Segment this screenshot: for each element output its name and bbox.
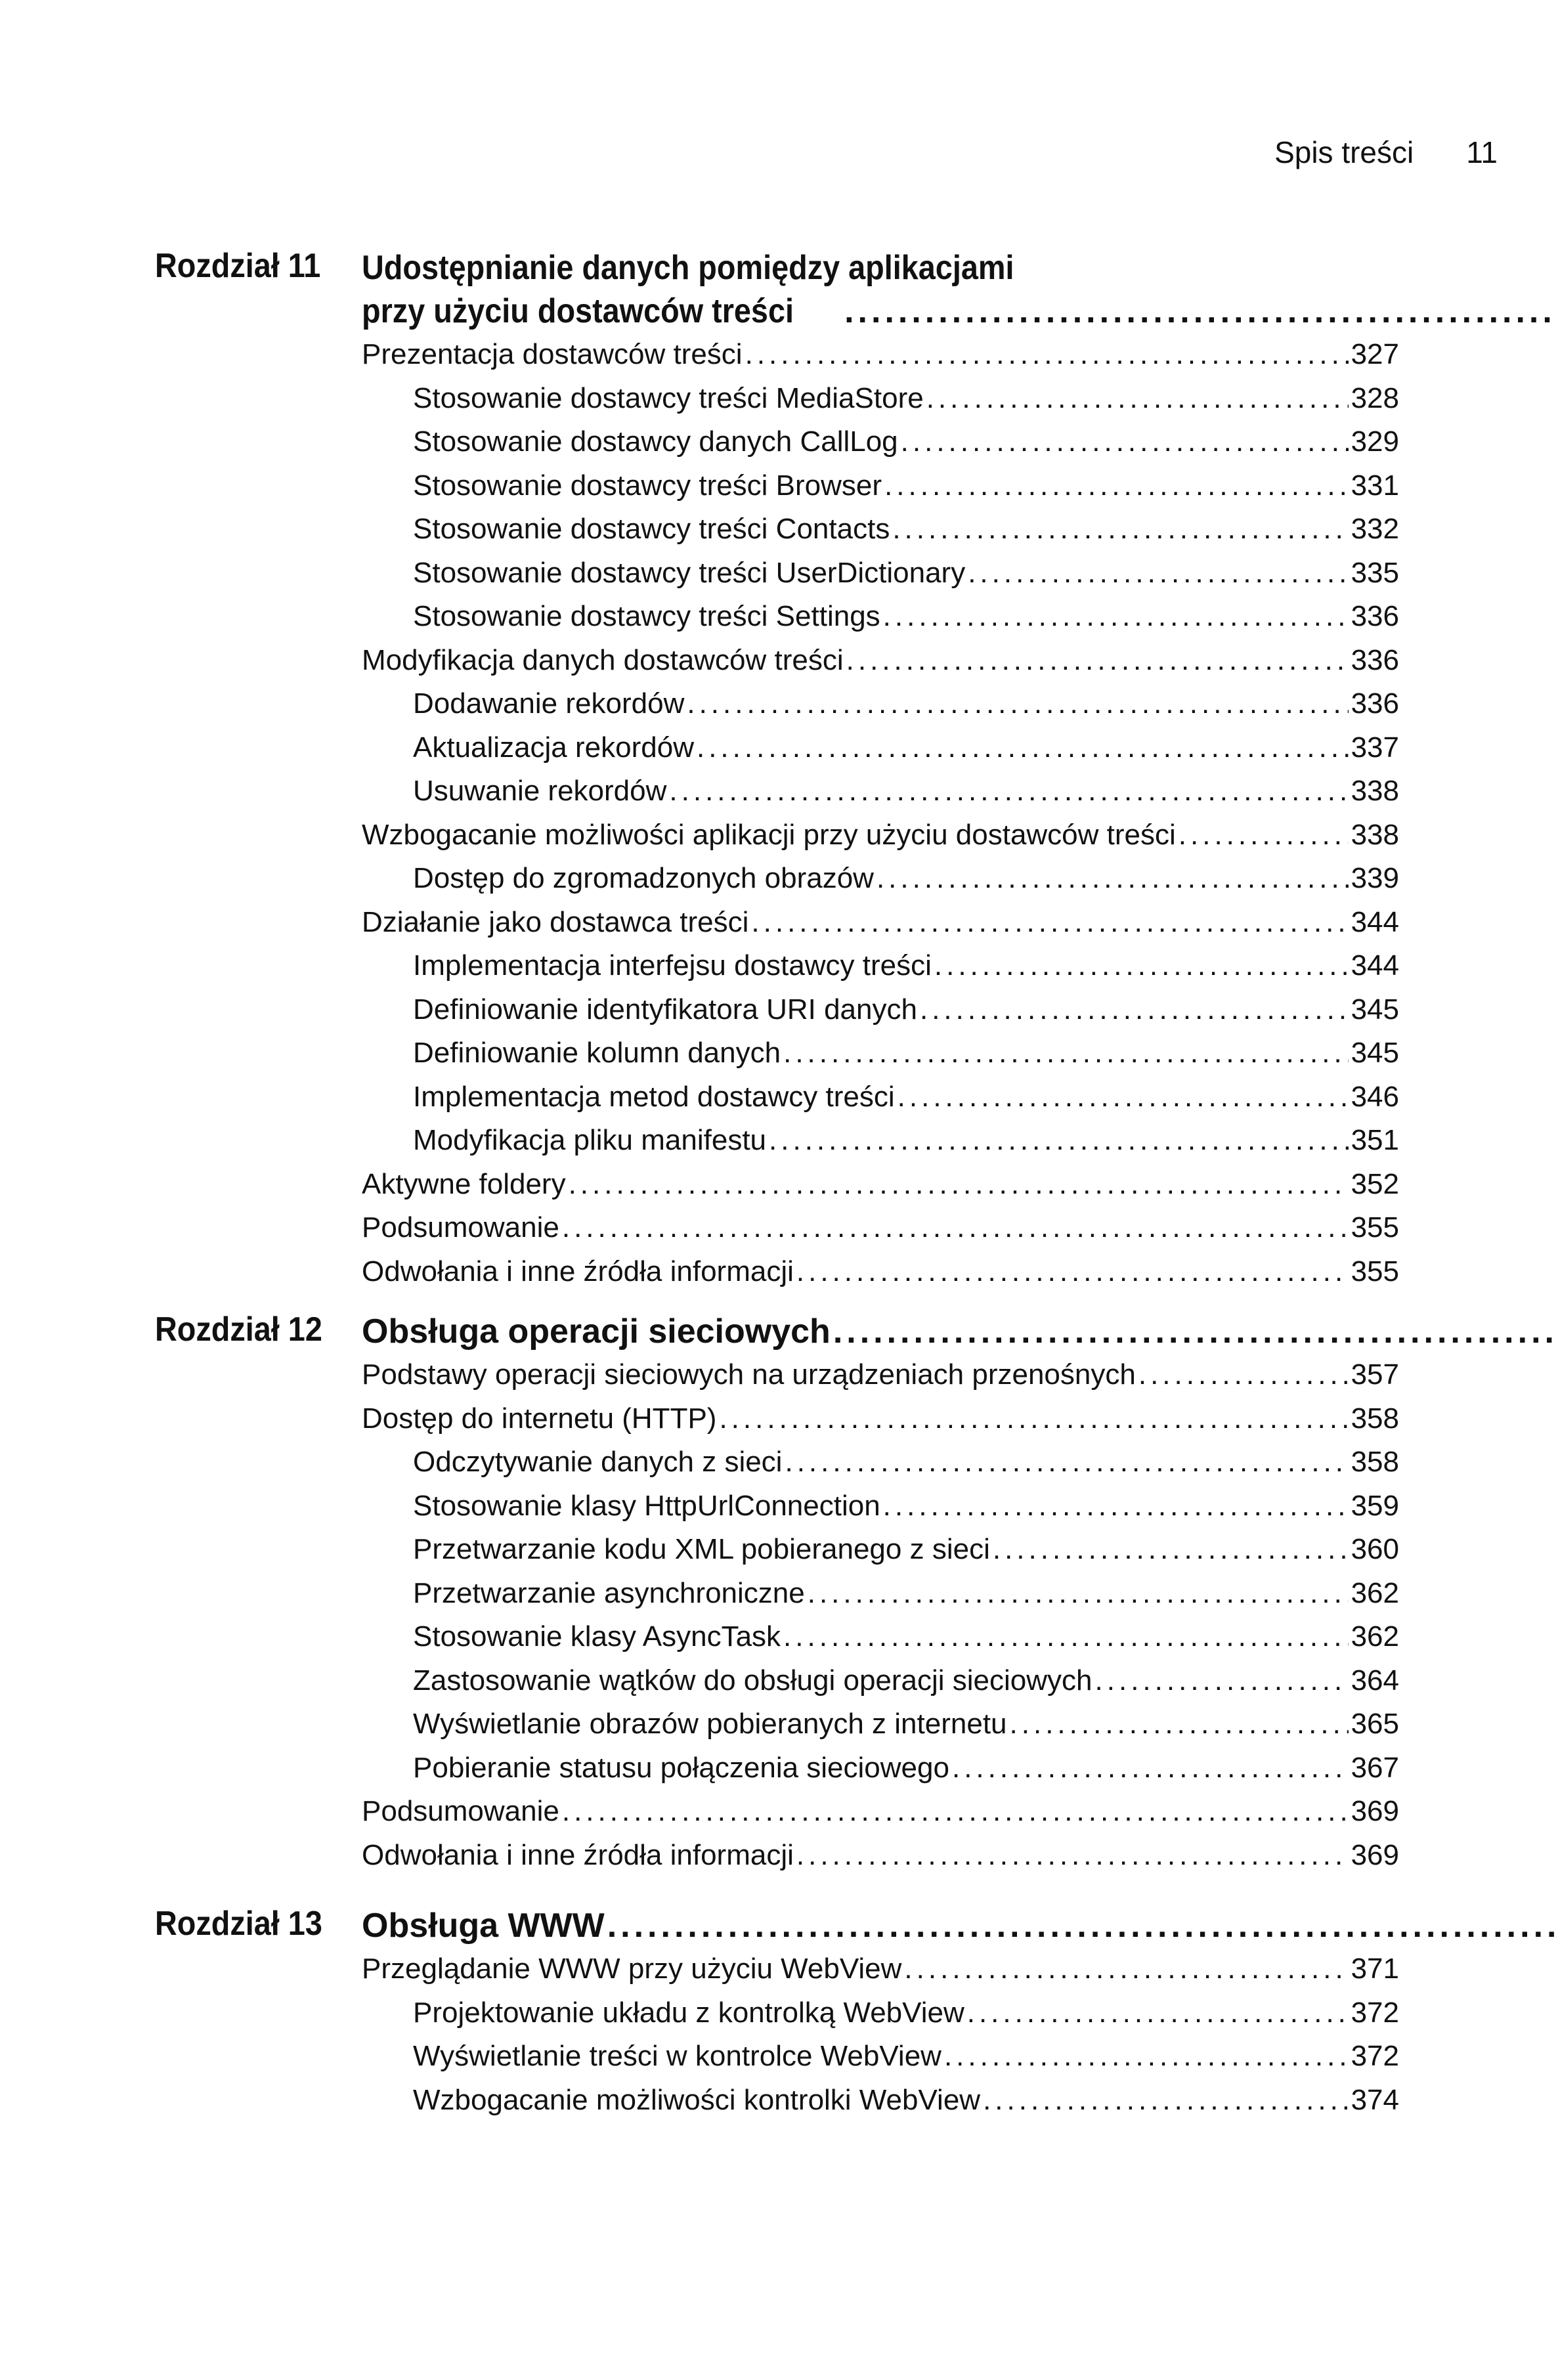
toc-entry[interactable] bbox=[413, 988, 1399, 1032]
chapter-title[interactable]: Obsługa WWW ..... bbox=[362, 1904, 1558, 1947]
toc-entry[interactable] bbox=[362, 813, 1399, 857]
toc-entry[interactable] bbox=[413, 1440, 1399, 1484]
toc-entry-page: 358 bbox=[1351, 1446, 1399, 1478]
toc-entry-title: Podsumowanie bbox=[362, 1795, 559, 1827]
toc-entry-title: Stosowanie dostawcy treści Settings bbox=[413, 600, 880, 632]
toc-entry-page: 331 bbox=[1351, 469, 1399, 502]
toc-entry[interactable] bbox=[413, 1572, 1399, 1616]
leader-dots bbox=[569, 1163, 1349, 1207]
toc-entry[interactable] bbox=[413, 1702, 1399, 1746]
leader-dots bbox=[944, 2035, 1349, 2079]
leader-dots bbox=[796, 1250, 1349, 1294]
toc-entry-page: 369 bbox=[1351, 1795, 1399, 1827]
toc-entry[interactable] bbox=[413, 464, 1399, 508]
toc-entry-title: Przetwarzanie asynchroniczne bbox=[413, 1576, 805, 1609]
toc-entry[interactable] bbox=[413, 769, 1399, 813]
leader-dots bbox=[783, 1031, 1348, 1075]
toc-entry-page: 346 bbox=[1351, 1080, 1399, 1113]
toc-entry[interactable] bbox=[362, 1163, 1399, 1207]
toc-entry-page: 338 bbox=[1351, 818, 1399, 851]
leader-dots bbox=[901, 420, 1349, 464]
toc-entry-page: 355 bbox=[1351, 1255, 1399, 1287]
toc-entry[interactable] bbox=[413, 1484, 1399, 1528]
toc-entry-title: Projektowanie układu z kontrolką WebView bbox=[413, 1996, 964, 2029]
leader-dots bbox=[926, 377, 1349, 421]
toc-entry-page: 367 bbox=[1351, 1751, 1399, 1784]
leader-dots bbox=[769, 1119, 1349, 1163]
toc-entry-title: Modyfikacja danych dostawców treści bbox=[362, 643, 844, 676]
leader-dots bbox=[920, 988, 1349, 1032]
leader-dots bbox=[833, 1310, 1558, 1353]
toc-entry-page: 371 bbox=[1351, 1953, 1399, 1985]
toc-entry-title: Implementacja interfejsu dostawcy treści bbox=[413, 949, 932, 982]
toc-entry-page: 351 bbox=[1351, 1124, 1399, 1156]
toc-entry-title: Dodawanie rekordów bbox=[413, 687, 685, 720]
toc-entry-title: Stosowanie dostawcy treści UserDictionary bbox=[413, 556, 966, 589]
toc-entry-page: 332 bbox=[1351, 513, 1399, 545]
toc-entry-page: 372 bbox=[1351, 1996, 1399, 2029]
toc-entry[interactable] bbox=[362, 1834, 1399, 1878]
toc-entry-title: Dostęp do zgromadzonych obrazów bbox=[413, 862, 874, 894]
toc-entry[interactable] bbox=[413, 1031, 1399, 1075]
leader-dots bbox=[884, 464, 1349, 508]
toc-entry-page: 365 bbox=[1351, 1708, 1399, 1740]
toc-entry-title: Aktualizacja rekordów bbox=[413, 731, 694, 764]
leader-dots bbox=[876, 857, 1349, 901]
section-title: Spis treści bbox=[1274, 135, 1414, 169]
leader-dots bbox=[785, 1440, 1348, 1484]
toc-entry[interactable] bbox=[413, 1991, 1399, 2035]
leader-dots bbox=[844, 290, 1558, 333]
chapter-label: Rozdział 12 bbox=[155, 1310, 322, 1349]
toc-entry-title: Wzbogacanie możliwości kontrolki WebView bbox=[413, 2083, 981, 2116]
toc-entry-title: Wyświetlanie obrazów pobieranych z internetu bbox=[413, 1708, 1007, 1740]
toc-entry-title: Definiowanie kolumn danych bbox=[413, 1037, 781, 1069]
toc-entry-page: 369 bbox=[1351, 1838, 1399, 1871]
toc-entry-title: Odwołania i inne źródła informacji bbox=[362, 1838, 794, 1871]
toc-entry-title: Implementacja metod dostawcy treści bbox=[413, 1080, 895, 1113]
toc-entry[interactable] bbox=[413, 552, 1399, 595]
chapter-title[interactable]: Obsługa operacji sieciowych ..... bbox=[362, 1310, 1558, 1353]
leader-dots bbox=[669, 769, 1348, 813]
leader-dots bbox=[993, 1528, 1349, 1572]
page-number: 11 bbox=[1466, 135, 1498, 169]
chapter-title-line2[interactable]: przy użyciu dostawców treści ..... bbox=[362, 290, 1558, 333]
leader-dots bbox=[1179, 813, 1349, 857]
toc-entry-title: Przetwarzanie kodu XML pobieranego z sieci bbox=[413, 1533, 990, 1565]
leader-dots bbox=[1138, 1353, 1349, 1397]
leader-dots bbox=[751, 901, 1348, 945]
leader-dots bbox=[1010, 1702, 1349, 1746]
leader-dots bbox=[846, 639, 1349, 683]
chapter-label: Rozdział 11 bbox=[155, 247, 321, 285]
toc-entry[interactable] bbox=[413, 944, 1399, 988]
toc-entry-title: Wzbogacanie możliwości aplikacji przy użyciu dostawców treści bbox=[362, 818, 1176, 851]
toc-entry-title: Podstawy operacji sieciowych na urządzeniach przenośnych bbox=[362, 1358, 1136, 1391]
leader-dots bbox=[904, 1947, 1348, 1991]
toc-entry-title: Stosowanie dostawcy treści Contacts bbox=[413, 513, 890, 545]
leader-dots bbox=[745, 333, 1349, 377]
chapter-12 bbox=[155, 1310, 1399, 1877]
toc-entry[interactable] bbox=[413, 2079, 1399, 2123]
toc-entry[interactable] bbox=[362, 639, 1399, 683]
leader-dots bbox=[934, 944, 1349, 988]
toc-entry-page: 362 bbox=[1351, 1576, 1399, 1609]
toc-entry-title: Stosowanie dostawcy treści MediaStore bbox=[413, 381, 924, 414]
leader-dots bbox=[783, 1615, 1349, 1659]
toc-entry[interactable] bbox=[413, 377, 1399, 421]
toc-entry-title: Stosowanie dostawcy treści Browser bbox=[413, 469, 882, 502]
toc-entry-page: 328 bbox=[1351, 381, 1399, 414]
toc-entry-title: Definiowanie identyfikatora URI danych bbox=[413, 993, 917, 1026]
leader-dots bbox=[983, 2079, 1349, 2123]
leader-dots bbox=[1095, 1659, 1349, 1703]
leader-dots bbox=[892, 508, 1348, 552]
leader-dots bbox=[562, 1790, 1349, 1834]
toc-entry-page: 374 bbox=[1351, 2083, 1399, 2116]
toc-entry-page: 338 bbox=[1351, 775, 1399, 807]
toc-entry[interactable] bbox=[413, 1528, 1399, 1572]
toc-entry[interactable] bbox=[362, 1353, 1399, 1397]
toc-entry[interactable] bbox=[413, 1075, 1399, 1119]
leader-dots bbox=[898, 1075, 1349, 1119]
leader-dots bbox=[883, 595, 1349, 639]
toc-entry-page: 358 bbox=[1351, 1402, 1399, 1435]
toc-entry[interactable] bbox=[362, 1250, 1399, 1294]
toc-entry-title: Usuwanie rekordów bbox=[413, 775, 667, 807]
toc-entry-page: 339 bbox=[1351, 862, 1399, 894]
toc-entry[interactable] bbox=[413, 1119, 1399, 1163]
toc-entry-page: 359 bbox=[1351, 1489, 1399, 1522]
toc-entry-title: Przeglądanie WWW przy użyciu WebView bbox=[362, 1953, 902, 1985]
running-header bbox=[1274, 135, 1498, 170]
leader-dots bbox=[883, 1484, 1349, 1528]
toc-entry-page: 337 bbox=[1351, 731, 1399, 764]
toc-entry-title: Modyfikacja pliku manifestu bbox=[413, 1124, 767, 1156]
toc-entry[interactable] bbox=[362, 1206, 1399, 1250]
toc-entry-title: Stosowanie klasy HttpUrlConnection bbox=[413, 1489, 880, 1522]
chapter-label: Rozdział 13 bbox=[155, 1905, 322, 1943]
toc-entry-page: 335 bbox=[1351, 556, 1399, 589]
toc-entry-page: 345 bbox=[1351, 1037, 1399, 1069]
toc-entry-title: Pobieranie statusu połączenia sieciowego bbox=[413, 1751, 949, 1784]
toc-entry-page: 327 bbox=[1351, 338, 1399, 370]
toc-entry-page: 362 bbox=[1351, 1620, 1399, 1653]
toc-entry-page: 372 bbox=[1351, 2040, 1399, 2072]
toc-entry-title: Aktywne foldery bbox=[362, 1167, 566, 1200]
toc-entry-page: 336 bbox=[1351, 687, 1399, 720]
toc-entry-title: Zastosowanie wątków do obsługi operacji sieciowych bbox=[413, 1664, 1093, 1697]
toc-entry[interactable] bbox=[362, 1790, 1399, 1834]
toc-entry-title: Odwołania i inne źródła informacji bbox=[362, 1255, 794, 1287]
toc-entry[interactable] bbox=[413, 1659, 1399, 1703]
leader-dots bbox=[968, 552, 1348, 595]
toc-entry[interactable] bbox=[413, 2035, 1399, 2079]
leader-dots bbox=[607, 1904, 1558, 1947]
chapter-title-line1: Udostępnianie danych pomiędzy aplikacjami bbox=[362, 249, 1014, 287]
leader-dots bbox=[719, 1397, 1348, 1441]
toc-entry-page: 355 bbox=[1351, 1211, 1399, 1244]
toc-entry[interactable] bbox=[413, 1746, 1399, 1790]
toc-entry-page: 344 bbox=[1351, 949, 1399, 982]
leader-dots bbox=[808, 1572, 1349, 1616]
leader-dots bbox=[697, 726, 1349, 770]
toc-entry[interactable] bbox=[362, 333, 1399, 377]
toc-entry-title: Prezentacja dostawców treści bbox=[362, 338, 743, 370]
toc-entry-title: Podsumowanie bbox=[362, 1211, 559, 1244]
toc-entry-title: Działanie jako dostawca treści bbox=[362, 905, 749, 938]
toc-entry-page: 352 bbox=[1351, 1167, 1399, 1200]
toc-entry-page: 336 bbox=[1351, 643, 1399, 676]
toc-entry[interactable] bbox=[362, 1397, 1399, 1441]
leader-dots bbox=[952, 1746, 1349, 1790]
toc-entry[interactable] bbox=[413, 595, 1399, 639]
leader-dots bbox=[967, 1991, 1349, 2035]
toc-entry-page: 357 bbox=[1351, 1358, 1399, 1391]
toc-entry-page: 329 bbox=[1351, 425, 1399, 458]
toc-entry-title: Odczytywanie danych z sieci bbox=[413, 1446, 783, 1478]
leader-dots bbox=[687, 682, 1348, 726]
toc-entry-title: Wyświetlanie treści w kontrolce WebView bbox=[413, 2040, 941, 2072]
chapter-13 bbox=[155, 1904, 1399, 2122]
toc-entry[interactable] bbox=[413, 682, 1399, 726]
toc-entry-page: 336 bbox=[1351, 600, 1399, 632]
chapter-11 bbox=[155, 246, 1399, 1293]
toc-entry-page: 364 bbox=[1351, 1664, 1399, 1697]
toc-entry[interactable] bbox=[413, 726, 1399, 770]
toc-entry-title: Stosowanie dostawcy danych CallLog bbox=[413, 425, 898, 458]
toc-entry[interactable] bbox=[362, 1947, 1399, 1991]
toc-entry[interactable] bbox=[413, 857, 1399, 901]
toc-entry-title: Dostęp do internetu (HTTP) bbox=[362, 1402, 717, 1435]
toc-entry-title: Stosowanie klasy AsyncTask bbox=[413, 1620, 781, 1653]
toc-entry[interactable] bbox=[413, 1615, 1399, 1659]
toc-entry[interactable] bbox=[413, 420, 1399, 464]
toc-entry-page: 360 bbox=[1351, 1533, 1399, 1565]
toc-entry-page: 344 bbox=[1351, 905, 1399, 938]
leader-dots bbox=[796, 1834, 1349, 1878]
leader-dots bbox=[562, 1206, 1349, 1250]
toc-entry[interactable] bbox=[362, 901, 1399, 945]
toc-entry-page: 345 bbox=[1351, 993, 1399, 1026]
toc-entry[interactable] bbox=[413, 508, 1399, 552]
